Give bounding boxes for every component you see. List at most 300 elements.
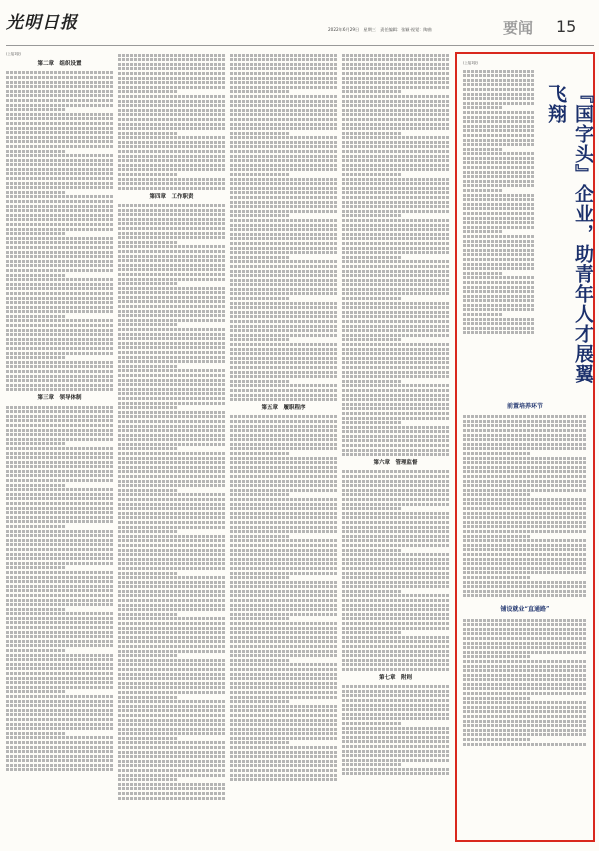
- text-line: [118, 797, 225, 800]
- text-line: [6, 297, 113, 300]
- text-line: [118, 118, 225, 121]
- text-line: [342, 745, 449, 748]
- text-line: [463, 585, 587, 588]
- text-line: [463, 655, 531, 658]
- text-line: [118, 631, 225, 634]
- text-line: [6, 608, 65, 611]
- text-line: [342, 521, 449, 524]
- text-line: [6, 338, 113, 341]
- text-line: [342, 159, 449, 162]
- text-line: [230, 242, 337, 245]
- text-line: [230, 260, 337, 263]
- text-line: [230, 159, 337, 162]
- text-line: [230, 237, 337, 240]
- text-line: [342, 475, 449, 478]
- text-line: [118, 100, 225, 103]
- text-line: [6, 709, 113, 712]
- text-line: [230, 553, 337, 556]
- text-line: [6, 465, 113, 468]
- text-line: [6, 447, 113, 450]
- text-line: [342, 581, 449, 584]
- text-line: [463, 286, 535, 289]
- text-line: [6, 163, 113, 166]
- text-line: [342, 470, 449, 473]
- text-line: [230, 640, 337, 643]
- text-line: [6, 599, 113, 602]
- text-line: [118, 127, 225, 130]
- text-line: [118, 732, 225, 735]
- text-line: [6, 626, 113, 629]
- text-line: [342, 407, 449, 410]
- text-line: [463, 327, 535, 330]
- text-line: [342, 544, 449, 547]
- text-line: [463, 194, 535, 197]
- text-line: [230, 769, 337, 772]
- text-line: [342, 315, 449, 318]
- text-line: [230, 659, 289, 662]
- text-line: [463, 129, 535, 132]
- text-line: [230, 617, 289, 620]
- text-line: [463, 660, 587, 663]
- text-line: [342, 196, 449, 199]
- text-line: [230, 686, 337, 689]
- text-line: [118, 484, 225, 487]
- text-line: [230, 544, 337, 547]
- text-line: [6, 81, 113, 84]
- text-line: [463, 447, 587, 450]
- text-line: [342, 426, 449, 429]
- text-line: [230, 425, 337, 428]
- text-line: [118, 480, 225, 483]
- text-line: [463, 590, 587, 593]
- text-line: [342, 100, 449, 103]
- text-line: [6, 76, 113, 79]
- text-line: [463, 111, 535, 114]
- text-line: [463, 258, 535, 261]
- text-line: [463, 544, 587, 547]
- text-line: [118, 109, 225, 112]
- text-line: [230, 691, 337, 694]
- text-line: [230, 668, 337, 671]
- text-line: [342, 118, 449, 121]
- text-line: [230, 306, 337, 309]
- text-line: [118, 493, 225, 496]
- text-line: [342, 292, 449, 295]
- text-line: [230, 334, 337, 337]
- newspaper-logo: 光明日报: [6, 13, 78, 33]
- text-line: [6, 677, 113, 680]
- text-line: [463, 175, 535, 178]
- text-line: [230, 265, 337, 268]
- text-line: [342, 256, 401, 259]
- text-line: [342, 329, 449, 332]
- text-line: [230, 516, 337, 519]
- text-line: [118, 594, 225, 597]
- text-line: [463, 102, 535, 105]
- text-line: [118, 337, 225, 340]
- body-text: [342, 470, 449, 671]
- text-line: [6, 658, 113, 661]
- text-line: [118, 81, 225, 84]
- text-line: [118, 709, 225, 712]
- text-line: [230, 530, 337, 533]
- text-line: [230, 732, 337, 735]
- text-line: [463, 295, 535, 298]
- text-line: [6, 474, 113, 477]
- text-line: [118, 241, 177, 244]
- text-line: [230, 498, 337, 501]
- text-line: [230, 631, 337, 634]
- text-line: [342, 205, 449, 208]
- text-line: [342, 338, 401, 341]
- text-line: [342, 366, 449, 369]
- text-line: [118, 268, 225, 271]
- text-line: [463, 263, 535, 266]
- text-line: [118, 590, 225, 593]
- text-line: [118, 218, 225, 221]
- text-line: [6, 686, 113, 689]
- text-line: [118, 145, 225, 148]
- text-line: [230, 539, 337, 542]
- text-line: [230, 608, 337, 611]
- text-line: [463, 470, 587, 473]
- text-line: [118, 677, 225, 680]
- text-line: [6, 768, 113, 771]
- text-line: [6, 172, 113, 175]
- text-line: [230, 366, 337, 369]
- text-line: [230, 357, 337, 360]
- text-line: [342, 489, 449, 492]
- text-line: [118, 356, 225, 359]
- text-line: [342, 178, 449, 181]
- text-line: [463, 637, 587, 640]
- text-line: [463, 79, 535, 82]
- text-line: [230, 622, 337, 625]
- text-line: [118, 187, 225, 190]
- body-text: [342, 54, 449, 457]
- text-line: [6, 516, 113, 519]
- text-line: [342, 759, 449, 762]
- text-line: [6, 310, 113, 313]
- text-line: [463, 235, 535, 238]
- text-line: [6, 718, 113, 721]
- text-line: [342, 549, 401, 552]
- text-line: [230, 709, 337, 712]
- text-line: [6, 384, 113, 387]
- text-line: [118, 323, 177, 326]
- text-line: [463, 562, 587, 565]
- text-line: [230, 168, 337, 171]
- text-line: [342, 412, 449, 415]
- text-line: [230, 434, 337, 437]
- text-line: [6, 727, 113, 730]
- text-line: [118, 682, 225, 685]
- text-line: [118, 255, 225, 258]
- text-line: [342, 306, 449, 309]
- text-line: [463, 230, 503, 233]
- text-line: [342, 63, 449, 66]
- text-line: [463, 267, 535, 270]
- text-line: [230, 398, 337, 401]
- text-line: [118, 232, 225, 235]
- text-line: [463, 530, 587, 533]
- text-line: [6, 375, 113, 378]
- text-line: [6, 484, 65, 487]
- text-line: [342, 81, 449, 84]
- text-line: [342, 352, 449, 355]
- text-line: [118, 650, 225, 653]
- text-line: [230, 219, 337, 222]
- text-line: [6, 543, 113, 546]
- text-line: [342, 288, 449, 291]
- text-line: [463, 646, 587, 649]
- text-line: [6, 94, 113, 97]
- text-line: [342, 512, 449, 515]
- text-line: [6, 104, 113, 107]
- body-text: [6, 406, 113, 772]
- text-line: [6, 681, 113, 684]
- continuation-note: (上接1版): [6, 52, 21, 56]
- text-line: [6, 429, 113, 432]
- text-line: [118, 696, 177, 699]
- text-line: [6, 764, 113, 767]
- text-line: [230, 489, 337, 492]
- text-line: [463, 166, 535, 169]
- text-line: [6, 635, 113, 638]
- text-line: [342, 736, 449, 739]
- text-line: [118, 663, 225, 666]
- text-line: [230, 352, 337, 355]
- text-line: [118, 150, 225, 153]
- text-line: [6, 237, 113, 240]
- text-line: [118, 723, 225, 726]
- text-line: [230, 247, 337, 250]
- text-line: [118, 132, 177, 135]
- text-line: [230, 585, 337, 588]
- text-line: [463, 461, 587, 464]
- text-line: [6, 186, 113, 189]
- text-line: [342, 562, 449, 565]
- text-line: [230, 599, 337, 602]
- body-text: [230, 54, 337, 402]
- text-line: [118, 461, 225, 464]
- text-line: [118, 159, 225, 162]
- text-line: [230, 274, 337, 277]
- text-line: [463, 322, 535, 325]
- text-line: [463, 480, 587, 483]
- text-line: [463, 493, 531, 496]
- text-line: [463, 743, 587, 746]
- text-line: [230, 461, 337, 464]
- text-line: [118, 342, 225, 345]
- text-line: [230, 627, 337, 630]
- featured-body: [463, 394, 587, 747]
- text-line: [118, 365, 177, 368]
- text-line: [6, 278, 113, 281]
- text-line: [342, 123, 449, 126]
- text-line: [230, 696, 337, 699]
- text-line: [118, 236, 225, 239]
- text-line: [230, 228, 337, 231]
- text-line: [118, 466, 225, 469]
- text-line: [230, 562, 337, 565]
- body-text: [6, 71, 113, 391]
- text-line: [342, 690, 449, 693]
- text-line: [6, 433, 113, 436]
- text-line: [463, 226, 535, 229]
- text-line: [342, 58, 449, 61]
- text-line: [118, 562, 225, 565]
- body-text: [230, 415, 337, 781]
- text-line: [230, 645, 337, 648]
- text-line: [342, 164, 449, 167]
- text-line: [118, 155, 225, 158]
- text-line: [463, 623, 587, 626]
- text-line: [463, 249, 535, 252]
- text-line: [230, 774, 337, 777]
- text-line: [463, 434, 587, 437]
- text-line: [6, 571, 113, 574]
- text-line: [118, 507, 225, 510]
- text-line: [6, 438, 113, 441]
- text-line: [463, 116, 535, 119]
- text-line: [118, 544, 225, 547]
- text-line: [118, 209, 225, 212]
- text-line: [230, 705, 337, 708]
- chapter-heading: 第三章 领导体制: [37, 395, 82, 402]
- text-line: [463, 308, 535, 311]
- text-line: [342, 668, 449, 671]
- text-line: [118, 113, 225, 116]
- text-line: [342, 270, 449, 273]
- text-line: [118, 360, 225, 363]
- text-line: [6, 342, 113, 345]
- text-line: [463, 724, 587, 727]
- text-line: [342, 772, 449, 775]
- text-line: [342, 283, 449, 286]
- text-line: [342, 150, 449, 153]
- text-line: [342, 539, 449, 542]
- text-line: [118, 346, 225, 349]
- text-line: [342, 155, 449, 158]
- text-line: [230, 590, 337, 593]
- text-line: [118, 636, 225, 639]
- body-text: [118, 54, 225, 190]
- text-line: [118, 164, 225, 167]
- text-line: [118, 576, 225, 579]
- text-line: [118, 259, 225, 262]
- text-line: [6, 461, 113, 464]
- text-line: [342, 763, 401, 766]
- text-line: [463, 710, 587, 713]
- text-line: [342, 168, 449, 171]
- text-line: [230, 521, 337, 524]
- text-line: [6, 690, 65, 693]
- text-line: [463, 706, 587, 709]
- text-line: [118, 539, 225, 542]
- text-line: [230, 371, 337, 374]
- text-line: [342, 567, 449, 570]
- text-line: [6, 530, 113, 533]
- text-line: [463, 180, 535, 183]
- text-line: [342, 54, 449, 57]
- text-line: [118, 516, 225, 519]
- text-line: [342, 173, 401, 176]
- text-line: [118, 613, 177, 616]
- text-line: [230, 132, 289, 135]
- text-line: [342, 260, 449, 263]
- text-line: [463, 457, 587, 460]
- text-line: [230, 311, 337, 314]
- text-line: [463, 581, 587, 584]
- text-line: [118, 512, 225, 515]
- text-line: [6, 319, 113, 322]
- text-line: [463, 571, 587, 574]
- text-line: [342, 599, 449, 602]
- text-line: [6, 695, 113, 698]
- text-line: [463, 244, 535, 247]
- text-line: [230, 361, 337, 364]
- text-line: [118, 719, 225, 722]
- text-line: [6, 251, 113, 254]
- text-line: [230, 526, 337, 529]
- text-line: [118, 213, 225, 216]
- text-line: [230, 302, 337, 305]
- text-line: [463, 152, 535, 155]
- text-line: [230, 224, 337, 227]
- text-line: [6, 456, 113, 459]
- text-line: [118, 123, 225, 126]
- text-line: [463, 281, 535, 284]
- text-line: [463, 203, 535, 206]
- text-line: [6, 140, 113, 143]
- text-line: [463, 674, 587, 677]
- body-text: [463, 415, 587, 597]
- text-line: [118, 774, 225, 777]
- text-line: [230, 178, 337, 181]
- text-line: [6, 365, 113, 368]
- text-line: [118, 379, 225, 382]
- text-line: [463, 516, 587, 519]
- text-line: [6, 246, 113, 249]
- text-line: [6, 205, 113, 208]
- text-line: [342, 242, 449, 245]
- text-line: [342, 694, 449, 697]
- text-line: [6, 292, 113, 295]
- text-line: [118, 535, 225, 538]
- text-line: [342, 136, 449, 139]
- text-line: [118, 104, 225, 107]
- text-line: [118, 645, 225, 648]
- text-line: [463, 198, 535, 201]
- text-line: [342, 251, 449, 254]
- text-line: [342, 572, 449, 575]
- text-line: [230, 375, 337, 378]
- text-line: [118, 67, 225, 70]
- text-line: [230, 123, 337, 126]
- text-line: [230, 452, 289, 455]
- header-rule: [6, 45, 594, 46]
- text-line: [118, 182, 225, 185]
- text-line: [230, 270, 337, 273]
- text-line: [6, 127, 113, 130]
- text-line: [230, 764, 337, 767]
- text-line: [463, 632, 587, 635]
- body-text: [342, 685, 449, 775]
- text-line: [6, 621, 113, 624]
- text-line: [230, 741, 289, 744]
- text-line: [230, 443, 337, 446]
